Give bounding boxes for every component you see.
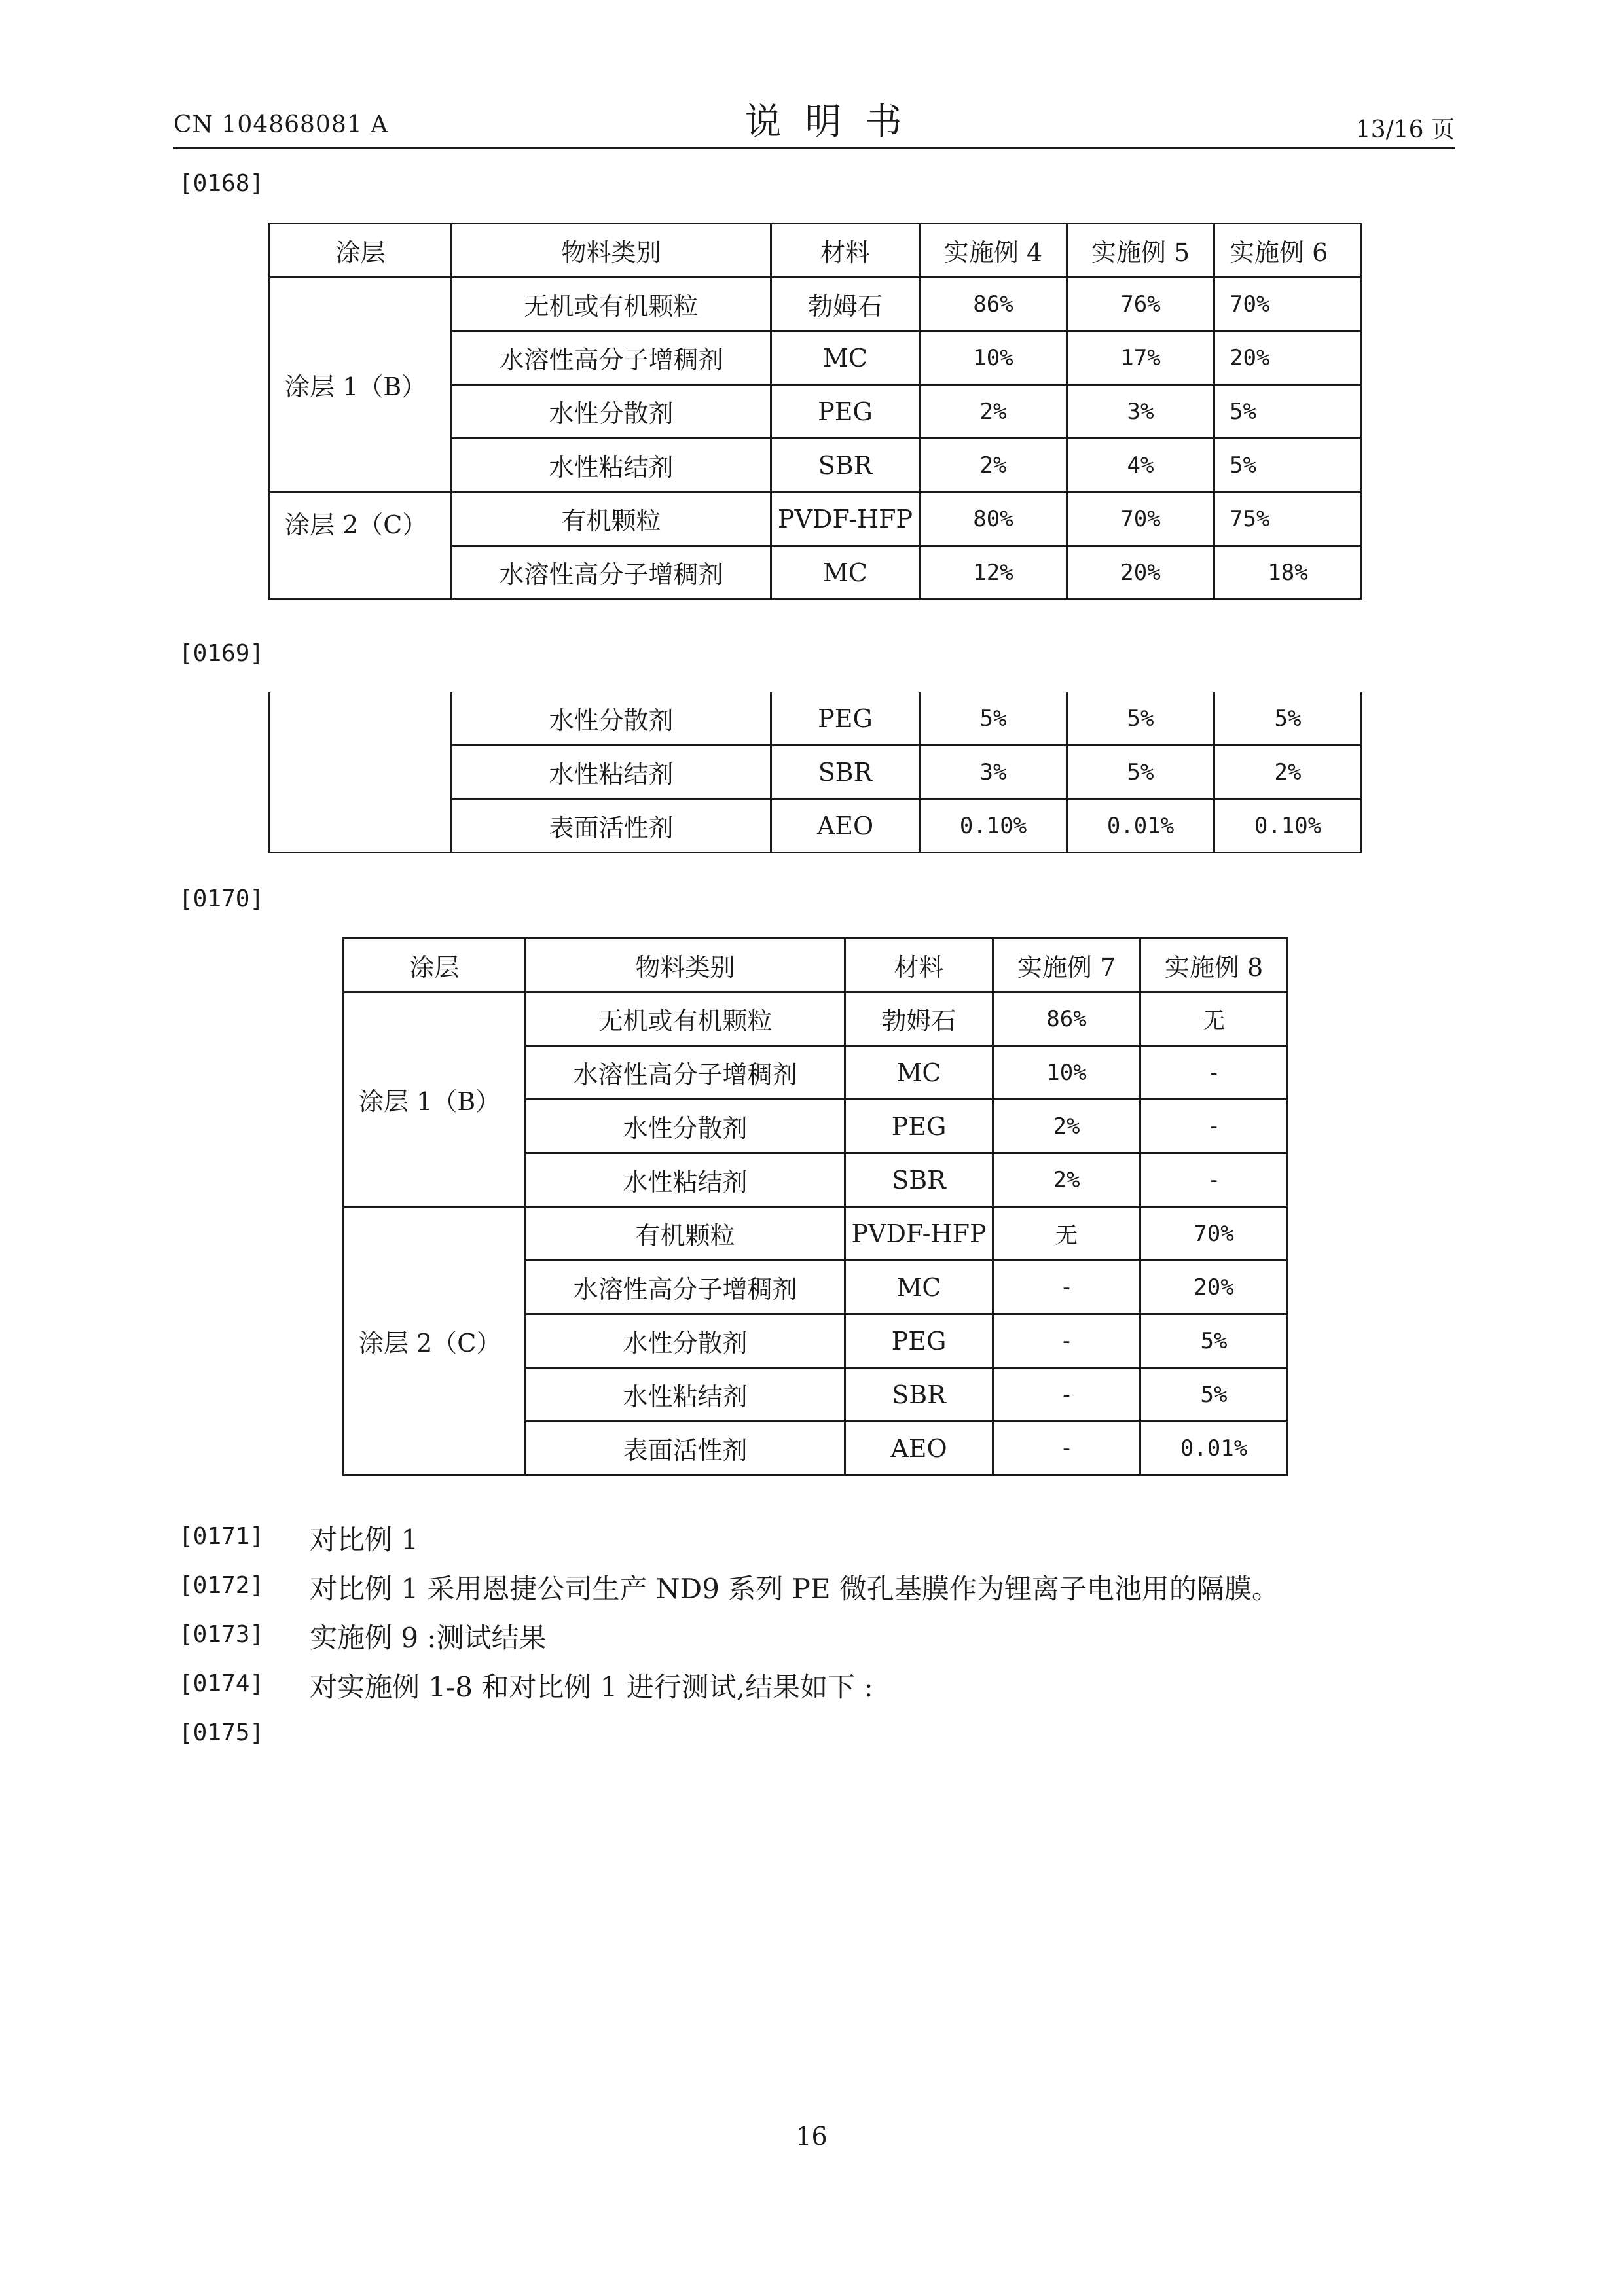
table-header-row [270, 224, 1362, 278]
header-cell: 涂层 [344, 939, 526, 992]
value-cell: 5% [1067, 745, 1214, 799]
material-cell: PEG [845, 1314, 993, 1368]
header-divider [173, 147, 1455, 149]
value-cell: 70% [1214, 278, 1362, 331]
value-cell: 5% [1140, 1314, 1288, 1368]
page-indicator: 13/16 页 [1355, 117, 1455, 143]
header-cell: 实施例 4 [920, 224, 1067, 278]
paragraph-text-0173: 实施例 9 :测试结果 [310, 1622, 547, 1654]
value-cell: 5% [920, 692, 1067, 745]
header-cell: 涂层 [270, 224, 452, 278]
value-cell: 5% [1214, 439, 1362, 492]
value-cell: 70% [1140, 1207, 1288, 1261]
category-cell: 水溶性高分子增稠剂 [526, 1261, 845, 1314]
material-cell: SBR [845, 1368, 993, 1422]
value-cell: 20% [1067, 546, 1214, 600]
header-cell: 实施例 5 [1067, 224, 1214, 278]
category-cell: 表面活性剂 [526, 1422, 845, 1475]
paragraph-number-0169: [0169] [179, 640, 264, 667]
material-cell: MC [845, 1261, 993, 1314]
value-cell: 20% [1214, 331, 1362, 385]
value-cell: 20% [1140, 1261, 1288, 1314]
value-cell: 2% [1214, 745, 1362, 799]
category-cell: 水性分散剂 [526, 1100, 845, 1153]
coating-group-label: 涂层 1（B） [344, 992, 526, 1207]
value-cell: 2% [920, 439, 1067, 492]
table-row [270, 492, 1362, 546]
table-examples-4-6 [268, 223, 1362, 600]
value-cell: 10% [920, 331, 1067, 385]
table-header-row [344, 939, 1288, 992]
value-cell: 2% [993, 1153, 1140, 1207]
category-cell: 水溶性高分子增稠剂 [526, 1046, 845, 1100]
material-cell: AEO [771, 799, 920, 853]
header-cell: 材料 [771, 224, 920, 278]
category-cell: 水性粘结剂 [526, 1153, 845, 1207]
paragraph-number-0171: [0171] [179, 1523, 264, 1550]
coating-group-label: 涂层 2（C） [270, 492, 452, 600]
paragraph-number-0173: [0173] [179, 1621, 264, 1648]
category-cell: 水性粘结剂 [452, 439, 771, 492]
table-row [344, 992, 1288, 1046]
value-cell: 5% [1140, 1368, 1288, 1422]
material-cell: PVDF-HFP [771, 492, 920, 546]
category-cell: 水性粘结剂 [452, 745, 771, 799]
material-cell: SBR [845, 1153, 993, 1207]
value-cell: 86% [993, 992, 1140, 1046]
table-row [270, 278, 1362, 331]
value-cell: 3% [1067, 385, 1214, 439]
paragraph-number-0172: [0172] [179, 1572, 264, 1599]
value-cell: 0.10% [920, 799, 1067, 853]
value-cell: 70% [1067, 492, 1214, 546]
paragraph-number-0174: [0174] [179, 1670, 264, 1697]
value-cell: 4% [1067, 439, 1214, 492]
value-cell: 0.01% [1140, 1422, 1288, 1475]
value-cell: 80% [920, 492, 1067, 546]
value-cell: 5% [1067, 692, 1214, 745]
value-cell: 76% [1067, 278, 1214, 331]
material-cell: PVDF-HFP [845, 1207, 993, 1261]
paragraph-text-0174: 对实施例 1-8 和对比例 1 进行测试,结果如下 : [310, 1671, 873, 1703]
material-cell: PEG [771, 692, 920, 745]
header-cell: 物料类别 [452, 224, 771, 278]
material-cell: 勃姆石 [771, 278, 920, 331]
material-cell: PEG [845, 1100, 993, 1153]
value-cell: 3% [920, 745, 1067, 799]
table-row [344, 1207, 1288, 1261]
value-cell: 12% [920, 546, 1067, 600]
value-cell: 2% [920, 385, 1067, 439]
category-cell: 水性分散剂 [452, 385, 771, 439]
material-cell: PEG [771, 385, 920, 439]
paragraph-number-0168: [0168] [179, 170, 264, 197]
paragraph-number-0175: [0175] [179, 1719, 264, 1746]
value-cell: - [993, 1314, 1140, 1368]
value-cell: 5% [1214, 385, 1362, 439]
value-cell: - [993, 1261, 1140, 1314]
value-cell: 17% [1067, 331, 1214, 385]
value-cell: 5% [1214, 692, 1362, 745]
header-cell: 实施例 8 [1140, 939, 1288, 992]
category-cell: 有机颗粒 [526, 1207, 845, 1261]
value-cell: 无 [993, 1207, 1140, 1261]
table-examples-7-8 [342, 937, 1288, 1476]
patent-number: CN 104868081 A [173, 111, 389, 138]
paragraph-text-0172: 对比例 1 采用恩捷公司生产 ND9 系列 PE 微孔基膜作为锂离子电池用的隔膜。 [310, 1573, 1279, 1605]
document-title: 说明书 [744, 101, 926, 143]
page-number: 16 [795, 2122, 828, 2151]
material-cell: MC [771, 331, 920, 385]
paragraph-number-0170: [0170] [179, 886, 264, 912]
category-cell: 水溶性高分子增稠剂 [452, 546, 771, 600]
category-cell: 水性粘结剂 [526, 1368, 845, 1422]
value-cell: - [993, 1368, 1140, 1422]
coating-group-label: 涂层 2（C） [344, 1207, 526, 1475]
value-cell: - [993, 1422, 1140, 1475]
material-cell: AEO [845, 1422, 993, 1475]
material-cell: MC [845, 1046, 993, 1100]
material-cell: SBR [771, 745, 920, 799]
category-cell: 水溶性高分子增稠剂 [452, 331, 771, 385]
value-cell: 2% [993, 1100, 1140, 1153]
value-cell: - [1140, 1153, 1288, 1207]
category-cell: 有机颗粒 [452, 492, 771, 546]
value-cell: 75% [1214, 492, 1362, 546]
header-cell: 实施例 7 [993, 939, 1140, 992]
value-cell: - [1140, 1100, 1288, 1153]
header-cell: 实施例 6 [1214, 224, 1362, 278]
category-cell: 水性分散剂 [526, 1314, 845, 1368]
category-cell: 无机或有机颗粒 [452, 278, 771, 331]
table-examples-4-6-continued [268, 692, 1362, 853]
table-row [270, 692, 1362, 745]
material-cell: MC [771, 546, 920, 600]
paragraph-text-0171: 对比例 1 [310, 1524, 419, 1556]
header-cell: 物料类别 [526, 939, 845, 992]
category-cell: 表面活性剂 [452, 799, 771, 853]
value-cell: 86% [920, 278, 1067, 331]
category-cell: 水性分散剂 [452, 692, 771, 745]
value-cell: - [1140, 1046, 1288, 1100]
value-cell: 0.01% [1067, 799, 1214, 853]
coating-group-label: 涂层 1（B） [270, 278, 452, 492]
header-cell: 材料 [845, 939, 993, 992]
value-cell: 无 [1140, 992, 1288, 1046]
value-cell: 0.10% [1214, 799, 1362, 853]
value-cell: 18% [1214, 546, 1362, 600]
category-cell: 无机或有机颗粒 [526, 992, 845, 1046]
coating-group-cell [270, 692, 452, 853]
material-cell: 勃姆石 [845, 992, 993, 1046]
material-cell: SBR [771, 439, 920, 492]
value-cell: 10% [993, 1046, 1140, 1100]
